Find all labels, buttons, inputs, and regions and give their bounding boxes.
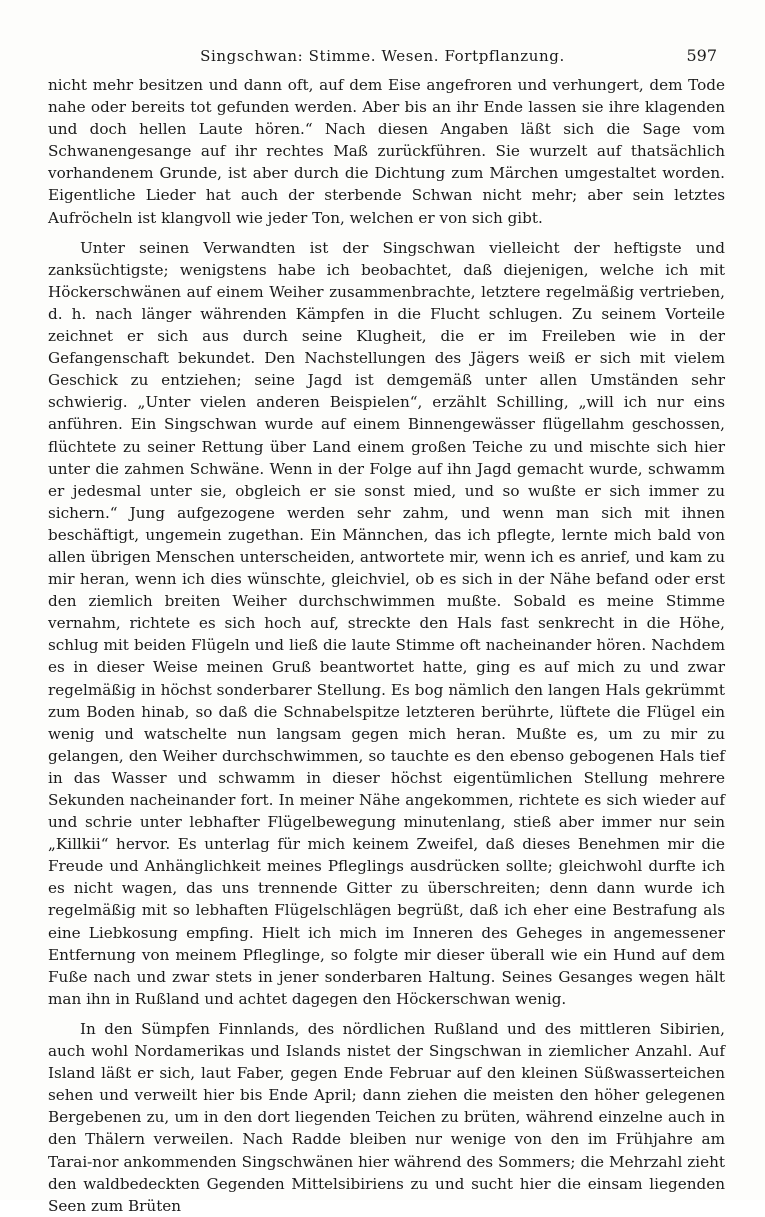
running-head [48, 44, 717, 68]
running-head-title: Singschwan: Stimme. Wesen. Fortpflanzung. [200, 47, 565, 65]
body-text [48, 74, 725, 1217]
paragraph: nicht mehr besitzen und dann oft, auf dem Eise angefroren und verhungert, dem Tode nahe oder bereits tot gefunden werden. Aber bis an ihr Ende lassen sie ihre klagenden und doch hellen Laute hören.“ Nach diesen Angaben läßt sich die Sage vom Schwanengesange auf ihr rechtes Maß zurückführen. Sie wurzelt auf thatsächlich vorhandenem Grunde, ist aber durch die Dichtung zum Märchen umgestaltet worden. Eigentliche Lieder hat auch der sterbende Schwan nicht mehr; aber sein letztes Aufröcheln ist klangvoll wie jeder Ton, welchen er von sich gibt. [48, 76, 725, 227]
page-number: 597 [686, 46, 717, 65]
paragraph: Unter seinen Verwandten ist der Singschwan vielleicht der heftigste und zanksüchtigste; wenigstens habe ich beobachtet, daß diejenigen, welche ich mit Höckerschwänen auf einem Weiher zusammenbrachte, letztere regelmäßig vertrieben, d. h. nach länger währenden Kämpfen in die Flucht schlugen. Zu seinem Vorteile zeichnet er sich aus durch seine Klugheit, die er im Freileben wie in der Gefangenschaft bekundet. Den Nachstellungen des Jägers weiß er sich mit vielem Geschick zu entziehen; seine Jagd ist demgemäß unter allen Umständen sehr schwierig. „Unter vielen anderen Beispielen“, erzählt Schilling, „will ich nur eins anführen. Ein Singschwan wurde auf einem Binnengewässer flügellahm geschossen, flüchtete zu seiner Rettung über Land einem großen Teiche zu und mischte sich hier unter die zahmen Schwäne. Wenn in der Folge auf ihn Jagd gemacht wurde, schwamm er jedesmal unter sie, obgleich er sie sonst mied, und so wußte er sich immer zu sichern.“ Jung aufgezogene werden sehr zahm, und wenn man sich mit ihnen beschäftigt, ungemein zugethan. Ein Männchen, das ich pflegte, lernte mich bald von allen übrigen Menschen unterscheiden, antwortete mir, wenn ich es anrief, und kam zu mir heran, wenn ich dies wünschte, gleichviel, ob es sich in der Nähe befand oder erst den ziemlich breiten Weiher durchschwimmen mußte. Sobald es meine Stimme vernahm, richtete es sich hoch auf, streckte den Hals fast senkrecht in die Höhe, schlug mit beiden Flügeln und ließ die laute Stimme oft nacheinander hören. Nachdem es in dieser Weise meinen Gruß beantwortet hatte, ging es auf mich zu und zwar regelmäßig in höchst sonderbarer Stellung. Es bog nämlich den langen Hals gekrümmt zum Boden hinab, so daß die Schnabelspitze letzteren berührte, lüftete die Flügel ein wenig und watschelte nun langsam gegen mich heran. Mußte es, um zu mir zu gelangen, den Weiher durchschwimmen, so tauchte es den ebenso gebogenen Hals tief in das Wasser und schwamm in dieser höchst eigentümlichen Stellung mehrere Sekunden nacheinander fort. In meiner Nähe angekommen, richtete es sich wieder auf und schrie unter lebhafter Flügelbewegung minutenlang, stieß aber immer nur sein „Killkii“ hervor. Es unterlag für mich keinem Zweifel, daß dieses Benehmen mir die Freude und Anhänglichkeit meines Pfleglings ausdrücken sollte; gleichwohl durfte ich es nicht wagen, das uns trennende Gitter zu überschreiten; denn dann wurde ich regelmäßig mit so lebhaften Flügelschlägen begrüßt, daß ich eher eine Bestrafung als eine Liebkosung empfing. Hielt ich mich im Inneren des Geheges in angemessener Entfernung von meinem Pfleglinge, so folgte mir dieser überall wie ein Hund auf dem Fuße nach und zwar stets in jener sonderbaren Haltung. Seines Gesanges wegen hält man ihn in Rußland und achtet dagegen den Höckerschwan wenig. [48, 238, 725, 1008]
paragraph: In den Sümpfen Finnlands, des nördlichen Rußland und des mittleren Sibirien, auch wohl Nordamerikas und Islands nistet der Singschwan in ziemlicher Anzahl. Auf Island läßt er sich, laut Faber, gegen Ende Februar auf den kleinen Süßwasserteichen sehen und verweilt hier bis Ende April; dann ziehen die meisten den höher gelegenen Bergebenen zu, um in den dort liegenden Teichen zu brüten, während einzelne auch in den Thälern verweilen. Nach Radde bleiben nur wenige von den im Frühjahre am Tarai-nor ankommenden Singschwänen hier während des Sommers; die Mehrzahl zieht den waldbedeckten Gegenden Mittelsibiriens zu und sucht hier die einsam liegenden Seen zum Brüten [48, 1019, 725, 1215]
